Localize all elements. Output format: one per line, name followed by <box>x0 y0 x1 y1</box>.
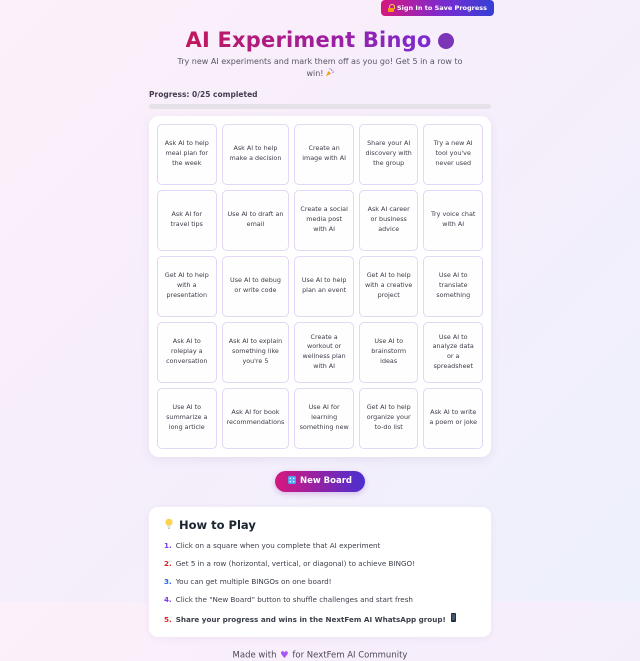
progress-label: Progress: 0/25 completed <box>149 89 258 99</box>
dice-icon <box>288 476 296 487</box>
bingo-cell[interactable]: Ask AI to write a poem or joke <box>423 388 483 449</box>
bingo-cell[interactable]: Ask AI to help make a decision <box>222 124 290 185</box>
step-number: 1. <box>164 540 172 550</box>
bingo-cell[interactable]: Ask AI to help meal plan for the week <box>157 124 217 185</box>
bingo-cell[interactable]: Ask AI to explain something like you're 5 <box>222 322 290 383</box>
bingo-cell[interactable]: Use AI to analyze data or a spreadsheet <box>423 322 483 383</box>
bingo-board <box>149 116 491 457</box>
how-to-play-step <box>164 595 476 605</box>
page-container <box>149 0 491 661</box>
new-board-button[interactable] <box>275 471 365 492</box>
how-to-play-step <box>164 577 476 587</box>
bingo-cell[interactable]: Ask AI for book recommendations <box>222 388 290 449</box>
subtitle <box>174 56 466 81</box>
sign-in-button[interactable] <box>381 0 494 16</box>
purple-circle-icon <box>438 33 454 49</box>
title-text: AI Experiment Bingo <box>185 28 432 52</box>
footer-text-before: Made with <box>232 650 277 661</box>
bingo-cell[interactable]: Try voice chat with AI <box>423 190 483 251</box>
page-title <box>149 29 491 52</box>
progress-bar <box>149 104 491 109</box>
step-number: 3. <box>164 577 172 587</box>
step-text: You can get multiple BINGOs on one board! <box>175 577 332 587</box>
how-to-play-step <box>164 559 476 569</box>
bingo-grid <box>157 124 483 449</box>
bingo-cell[interactable]: Share your AI discovery with the group <box>359 124 419 185</box>
how-to-play-step <box>164 613 476 625</box>
step-text: Click the "New Board" button to shuffle challenges and start fresh <box>175 595 413 605</box>
footer <box>149 650 491 661</box>
step-number: 2. <box>164 558 172 568</box>
bingo-cell[interactable]: Ask AI for travel tips <box>157 190 217 251</box>
how-to-play-card <box>149 507 491 637</box>
footer-text-after: for NextFem AI Community <box>292 650 408 661</box>
bingo-cell[interactable]: Get AI to help with a creative project <box>359 256 419 317</box>
bingo-cell[interactable]: Create a social media post with AI <box>294 190 354 251</box>
sign-in-label: Sign In to Save Progress <box>396 4 487 12</box>
step-text: Click on a square when you complete that AI experiment <box>175 540 381 550</box>
bingo-cell[interactable]: Use AI to debug or write code <box>222 256 290 317</box>
lock-icon <box>388 4 394 12</box>
lightbulb-icon <box>164 518 174 533</box>
how-to-play-heading: How to Play <box>179 518 256 533</box>
subtitle-text: Try new AI experiments and mark them off as you go! Get 5 in a row to win! <box>177 57 463 79</box>
phone-icon <box>450 613 456 625</box>
bingo-cell[interactable]: Ask AI to roleplay a conversation <box>157 322 217 383</box>
bingo-cell[interactable]: Create an image with AI <box>294 124 354 185</box>
bingo-cell[interactable]: Try a new AI tool you've never used <box>423 124 483 185</box>
new-board-label: New Board <box>299 476 353 487</box>
bingo-cell[interactable]: Use AI to help plan an event <box>294 256 354 317</box>
step-number: 4. <box>164 595 172 605</box>
bingo-cell[interactable]: Use AI to translate something <box>423 256 483 317</box>
bingo-cell[interactable]: Use AI for learning something new <box>294 388 354 449</box>
step-text: Get 5 in a row (horizontal, vertical, or diagonal) to achieve BINGO! <box>175 558 416 568</box>
bingo-cell[interactable]: Use AI to draft an email <box>222 190 290 251</box>
party-popper-icon <box>324 69 334 78</box>
bingo-cell[interactable]: Ask AI career or business advice <box>359 190 419 251</box>
new-board-section <box>149 469 491 492</box>
bingo-cell[interactable]: Get AI to help organize your to-do list <box>359 388 419 449</box>
step-number: 5. <box>164 615 172 625</box>
how-to-play-title <box>164 518 476 533</box>
step-text: Share your progress and wins in the NextFem AI WhatsApp group! <box>175 615 446 625</box>
purple-heart-icon: ♥ <box>280 650 289 661</box>
bingo-cell[interactable]: Create a workout or wellness plan with AI <box>294 322 354 383</box>
bingo-cell[interactable]: Get AI to help with a presentation <box>157 256 217 317</box>
bingo-cell[interactable]: Use AI to brainstorm ideas <box>359 322 419 383</box>
how-to-play-step <box>164 541 476 551</box>
bingo-cell[interactable]: Use AI to summarize a long article <box>157 388 217 449</box>
